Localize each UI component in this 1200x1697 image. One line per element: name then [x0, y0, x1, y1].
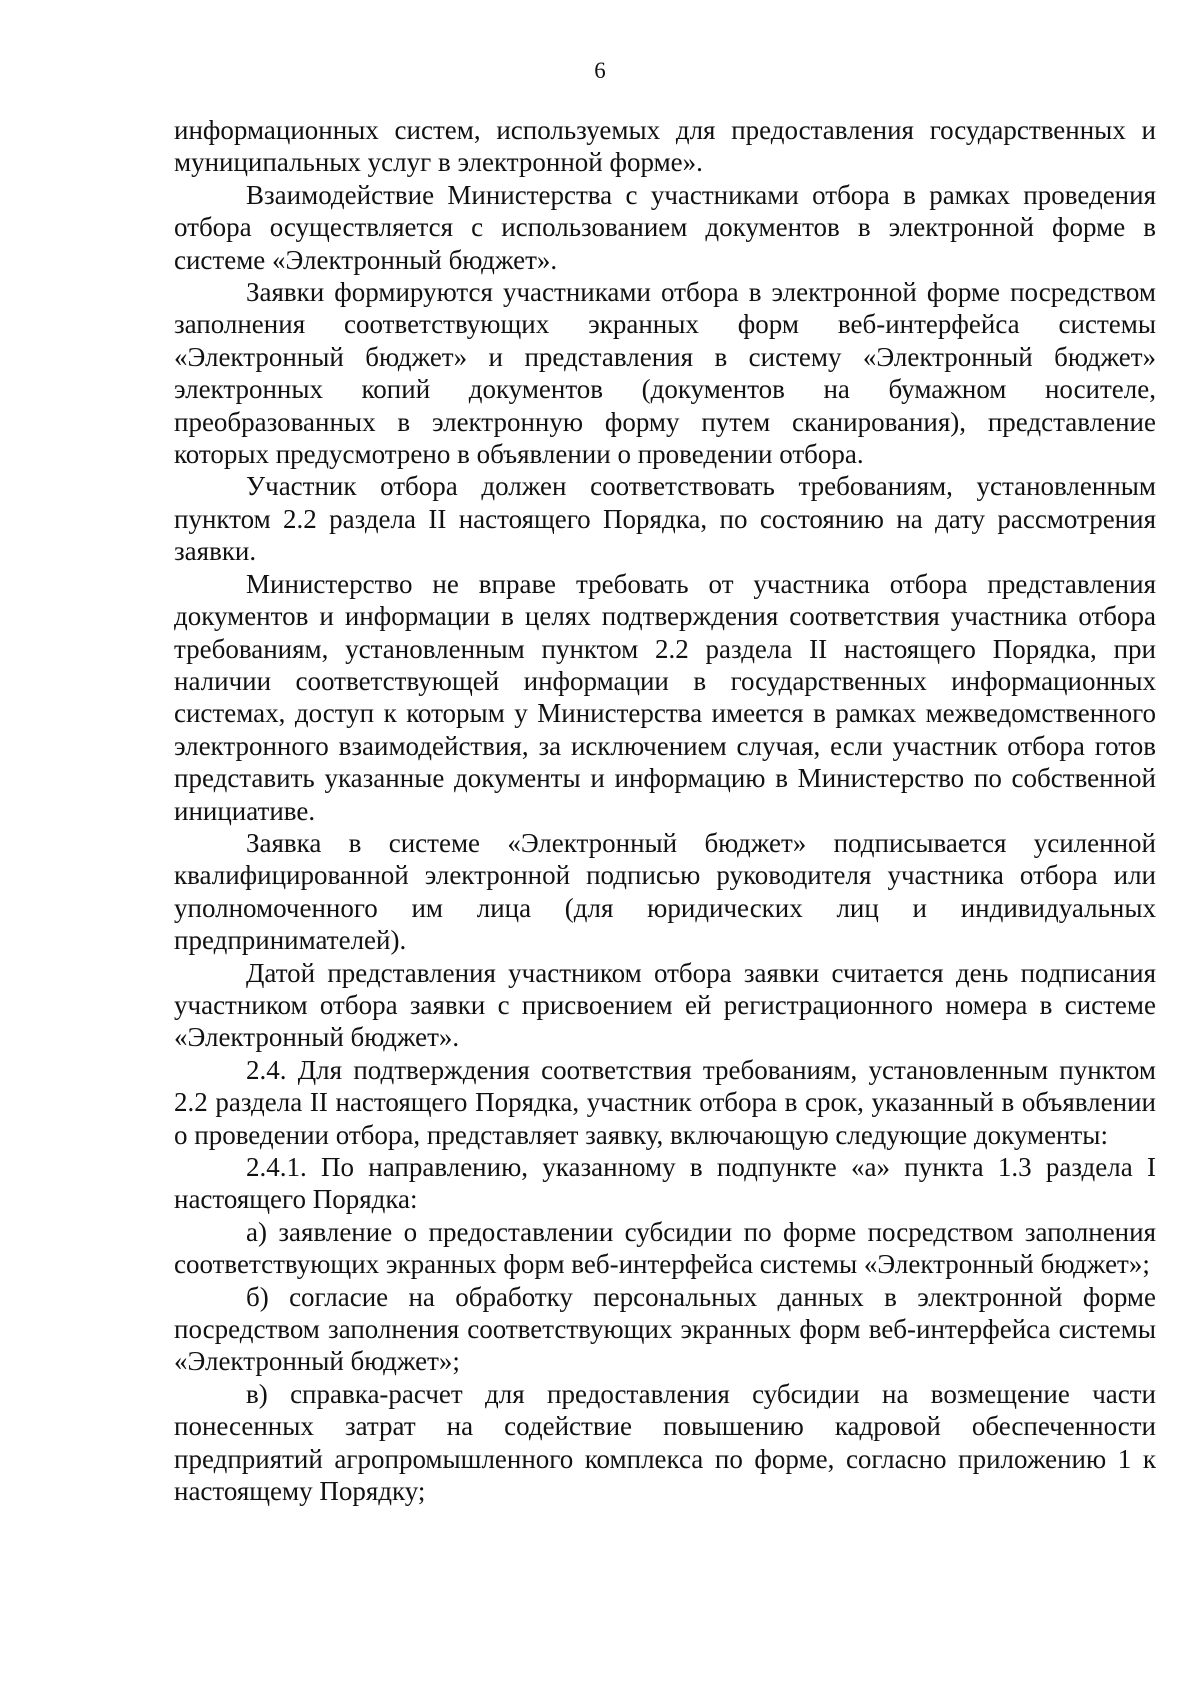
document-body: [174, 114, 1156, 1507]
paragraph-signature: Заявка в системе «Электронный бюджет» подписывается усиленной квалифицированной электронной подписью руководителя участника отбора или уполномоченного им лица (для юридических лиц и индивидуальных предпринимателей).: [174, 827, 1156, 956]
list-item-a: а) заявление о предоставлении субсидии по форме посредством заполнения соответствующих экранных форм веб-интерфейса системы «Электронный бюджет»;: [174, 1216, 1156, 1280]
paragraph-submission-date: Датой представления участником отбора заявки считается день подписания участником отбора заявки с присвоением ей регистрационного номера в системе «Электронный бюджет».: [174, 957, 1156, 1053]
list-item-v: в) справка-расчет для предоставления субсидии на возмещение части понесенных затрат на содействие повышению кадровой обеспеченности предприятий агропромышленного комплекса по форме, согласно приложению 1 к настоящему Порядку;: [174, 1378, 1156, 1507]
paragraph-applications: Заявки формируются участниками отбора в электронной форме посредством заполнения соответствующих экранных форм веб-интерфейса системы «Электронный бюджет» и представления в систему «Электронный бюджет» электронных копий документов (документов на бумажном носителе, преобразованных в электронную форму путем сканирования), представление которых предусмотрено в объявлении о проведении отбора.: [174, 277, 1156, 470]
list-item-b: б) согласие на обработку персональных данных в электронной форме посредством заполнения соответствующих экранных форм веб-интерфейса системы «Электронный бюджет»;: [174, 1281, 1156, 1377]
paragraph-clause-2-4-1: 2.4.1. По направлению, указанному в подпункте «а» пункта 1.3 раздела I настоящего Порядка:: [174, 1152, 1156, 1215]
paragraph-clause-2-4: 2.4. Для подтверждения соответствия требованиям, установленным пунктом 2.2 раздела II настоящего Порядка, участник отбора в срок, указанный в объявлении о проведении отбора, представляет заявку, включающую следующие документы:: [174, 1054, 1156, 1150]
paragraph-continuation: информационных систем, используемых для предоставления государственных и муниципальных услуг в электронной форме».: [174, 115, 1156, 178]
page-number: 6: [594, 58, 606, 83]
paragraph-ministry-restrictions: Министерство не вправе требовать от участника отбора представления документов и информации в целях подтверждения соответствия участника отбора требованиям, установленным пунктом 2.2 раздела II настоящего Порядка, при наличии соответствующей информации в государственных информационных системах, доступ к которым у Министерства имеется в рамках межведомственного электронного взаимодействия, за исключением случая, если участник отбора готов представить указанные документы и информацию в Министерство по собственной инициативе.: [174, 568, 1156, 826]
paragraph-interaction: Взаимодействие Министерства с участниками отбора в рамках проведения отбора осуществляется с использованием документов в электронной форме в системе «Электронный бюджет».: [174, 179, 1156, 275]
paragraph-participant-requirements: Участник отбора должен соответствовать требованиям, установленным пунктом 2.2 раздела II настоящего Порядка, по состоянию на дату рассмотрения заявки.: [174, 471, 1156, 567]
